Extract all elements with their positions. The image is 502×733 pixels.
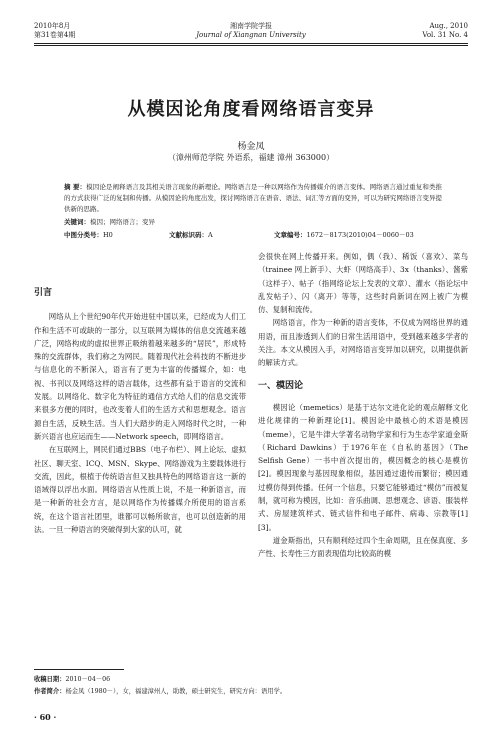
keywords xyxy=(64,217,155,226)
footnote-author xyxy=(34,686,286,695)
footnote-received xyxy=(34,674,110,683)
header-rule-thin xyxy=(34,45,468,46)
abstract-label: 摘 要： xyxy=(64,183,87,191)
author-bio-value: 杨金凤（1980－），女，福建漳州人，助教，硕士研究生，研究方向：语用学。 xyxy=(65,688,287,695)
journal-name-en: Journal of Xiangnan University xyxy=(196,31,306,39)
header-volume: 第31卷第4期 xyxy=(34,31,76,39)
keywords-label: 关键词： xyxy=(64,218,90,226)
header-date-en: Aug., 2010 xyxy=(429,22,468,30)
doc-code xyxy=(169,230,213,239)
clc-code xyxy=(64,230,113,239)
intro-paragraph: 网络从上个世纪90年代开始进驻中国以来，已经成为人们工作和生活不可或缺的一部分，以互联网为媒体的信息交流越来越广泛，网络构成的虚拟世界正吸纳着越来越多的“居民”，形成特殊的交流群体，我们称之为网民。随着现代社会科技的不断进步与信息化的不断深入，语言有了更为丰富的传播媒介，如：电视、书刊以及网络这样的语言载体，这些都有益于语言的交流和发展。以网络化、数字化为特征的通信方式给人们的信息交流带来很多方便的同时，也改变着人们的生活方式和思想观念。语言源自生活，反映生活。当人们大踏步的走入网络时代之时，一种新兴语言也应运而生——Network speech，即网络语言。 xyxy=(34,312,246,441)
body-paragraph: 会很快在网上传播开来。例如，偶（我）、稀饭（喜欢）、菜鸟（trainee 网上新手）、大虾（网络高手）、3x（thanks）、酱紫（这样子）、帖子（指网络论坛上发表的文章）、灌水（指论坛中乱发帖子）、闪（离开）等等，这些时尚新词在网上被广为模仿、复制和流传。 xyxy=(258,252,468,315)
body-paragraph: 道金斯指出，只有顺利经过四个生命周期，且在保真度、多产性、长寿性三方面表现值均比较高的模 xyxy=(258,535,468,559)
doc-value: A xyxy=(208,231,213,239)
article-number xyxy=(274,230,414,239)
article-number-label: 文章编号： xyxy=(274,231,307,239)
keywords-text: 模因；网络语言；变异 xyxy=(90,218,155,226)
clc-label: 中图分类号： xyxy=(64,231,103,239)
abstract xyxy=(64,182,442,215)
header-volume-en: Vol. 31 No. 4 xyxy=(422,31,468,39)
author-bio-label: 作者简介： xyxy=(34,688,66,695)
body-paragraph: 模因论（memetics）是基于达尔文进化论的观点解释文化进化规律的一种新理论[1]。模因论中最核心的术语是模因（meme），它是牛津大学著名动物学家和行为生态学家道金斯（Richard Dawkins）于1976年在《自私的基因》（The Selfish Gene）一书中首次提出的，模因概念的核心是模仿[2]。模因现象与基因现象相似，基因通过遗传而繁衍；模因通过模仿得到传播。任何一个信息，只要它能够通过“模仿”而被复制，就可称为模因，比如：音乐曲调、思想观念、谚语、服装样式、房屋建筑样式、链式信件和电子邮件、病毒、宗教等[1][3]。 xyxy=(258,402,468,532)
section-heading-intro: 引言 xyxy=(34,288,53,298)
body-paragraph: 网络语言，作为一种新的语言变体，不仅成为网络世界的通用语，而且渗透到人们的日常生活用语中，受到越来越多学者的关注。本文从模因入手，对网络语言变异加以研究，以期提供新的解读方式。 xyxy=(258,318,468,368)
article-affiliation: （漳州师范学院 外语系，福建 漳州 363000） xyxy=(167,153,335,162)
intro-paragraph: 在互联网上，网民们通过BBS（电子布栏）、网上论坛、虚拟社区、聊天室、ICQ、MSN、Skype、网络游戏为主要载体进行交流，因此，根植于传统语言但又独具特色的网络语言这一新的语域得以浮出水面。网络语言从性质上说，不是一种新语言，而是一种新的社会方言，是以网络作为传播媒介所使用的语言系统，在这个语言社团里，谁都可以畅所欲言，也可以创造新的用法。一旦一种语言的突破得到大家的认可，就 xyxy=(34,445,246,535)
received-label: 收稿日期： xyxy=(34,676,66,683)
header-date: 2010年8月 xyxy=(34,22,71,30)
section-heading-memetics: 一、模因论 xyxy=(258,380,304,391)
right-column xyxy=(258,250,468,561)
page-number: · 60 · xyxy=(34,712,57,722)
article-author: 杨金凤 xyxy=(237,142,265,152)
header-issue-en xyxy=(422,22,468,40)
article-number-value: 1672－8173(2010)04－0060－03 xyxy=(306,231,414,239)
left-column xyxy=(34,287,246,536)
footnote-rule xyxy=(34,669,124,670)
header-rule xyxy=(34,43,468,44)
clc-value: H0 xyxy=(103,231,113,239)
article-title: 从模因论角度看网络语言变异 xyxy=(127,99,375,120)
received-value: 2010－04－06 xyxy=(65,676,111,683)
abstract-text: 模因论是阐释语言及其相关语言现象的新理论。网络语言是一种以网络作为传播媒介的语言变体。网络语言通过重复和类推的方式获得广泛的复制和传播。从模因论的角度出发，探讨网络语言在语音、语法、词汇等方面的变异，可以为研究网络语言变异提供新的思路。 xyxy=(64,183,443,213)
journal-name-cn: 湘南学院学报 xyxy=(230,22,272,30)
doc-label: 文献标识码： xyxy=(169,231,208,239)
